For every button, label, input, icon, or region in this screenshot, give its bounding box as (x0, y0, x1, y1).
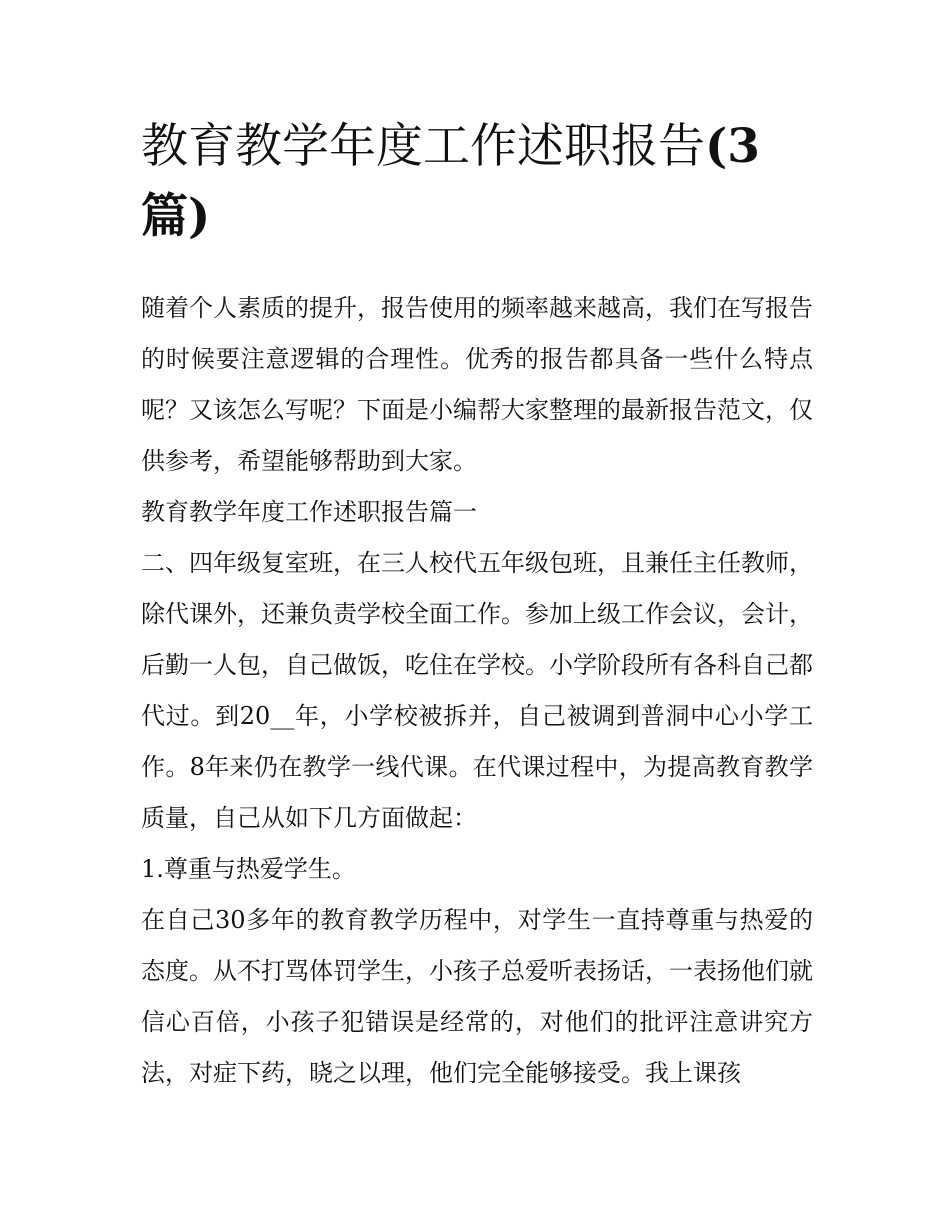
document-body (141, 112, 813, 1099)
intro-paragraph: 随着个人素质的提升，报告使用的频率越来越高，我们在写报告的时候要注意逻辑的合理性。优秀的报告都具备一些什么特点呢？又该怎么写呢？下面是小编帮大家整理的最新报告范文，仅供参考，希望能够帮助到大家。 (141, 294, 813, 475)
title-main: 教育教学年度工作述职报告 (141, 119, 705, 174)
body-paragraph: 二、四年级复室班，在三人校代五年级包班，且兼任主任教师，除代课外，还兼负责学校全面工作。参加上级工作会议，会计，后勤一人包，自己做饭，吃住在学校。小学阶段所有各科自己都代过。到20__年，小学校被拆并，自己被调到普洞中心小学工作。8年来仍在教学一线代课。在代课过程中，为提高教育教学质量，自己从如下几方面做起： (141, 549, 813, 832)
body-paragraph: 在自己30多年的教育教学历程中，对学生一直持尊重与热爱的态度。从不打骂体罚学生，小孩子总爱听表扬话，一表扬他们就信心百倍，小孩子犯错误是经常的，对他们的批评注意讲究方法，对症下药，晓之以理，他们完全能够接受。我上课孩 (141, 906, 813, 1087)
document-title (141, 112, 813, 252)
list-item-heading: 1.尊重与热爱学生。 (141, 855, 356, 883)
section-heading: 教育教学年度工作述职报告篇一 (141, 498, 477, 526)
title-suffix: (3篇) (141, 119, 760, 244)
